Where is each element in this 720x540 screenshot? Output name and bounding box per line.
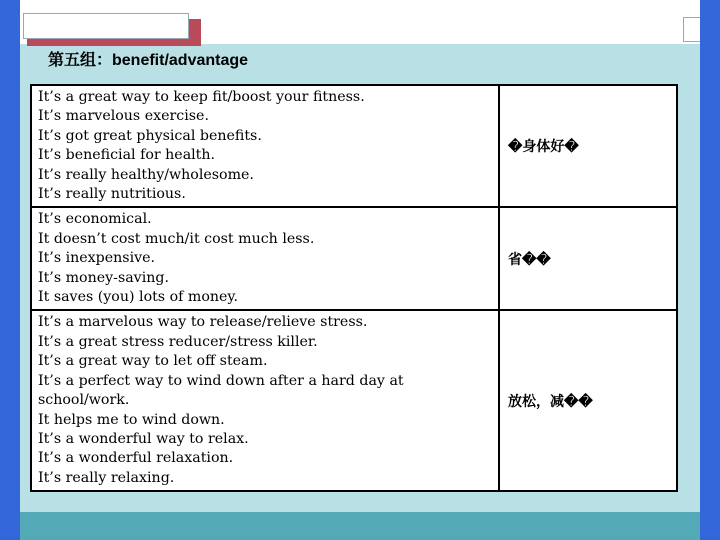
- bottom-band: [20, 512, 700, 540]
- phrase-line: It saves (you) lots of money.: [38, 289, 239, 306]
- phrase-line: school/work.: [38, 392, 130, 409]
- phrase-line: It’s beneficial for health.: [38, 147, 216, 164]
- phrase-line: It’s economical.: [38, 211, 152, 228]
- phrase-line: It’s money-saving.: [38, 269, 169, 286]
- table-row: [31, 85, 677, 207]
- table-row: [31, 310, 677, 491]
- chinese-meaning-cell: �身体好�: [499, 85, 677, 207]
- phrase-line: It doesn’t cost much/it cost much less.: [38, 230, 315, 247]
- phrase-line: It’s really healthy/wholesome.: [38, 166, 254, 183]
- phrase-line: It’s marvelous exercise.: [38, 108, 209, 125]
- right-accent-bar: [700, 0, 720, 540]
- phrase-line: It’s really relaxing.: [38, 469, 175, 486]
- phrase-line: It’s a perfect way to wind down after a hard day at: [38, 372, 404, 389]
- phrase-line: It’s a wonderful relaxation.: [38, 450, 234, 467]
- phrase-line: It’s a great stress reducer/stress killer.: [38, 333, 318, 350]
- phrase-line: It’s a great way to let off steam.: [38, 353, 268, 370]
- phrase-line: It’s a great way to keep fit/boost your fitness.: [38, 89, 365, 105]
- chinese-meaning-cell: 省��: [499, 207, 677, 310]
- left-accent-bar: [0, 0, 20, 540]
- page-heading: 第五组：benefit/advantage: [48, 52, 249, 69]
- phrase-line: It’s inexpensive.: [38, 250, 156, 267]
- chinese-meaning-cell: 放松，减��: [499, 310, 677, 491]
- phrase-line: It’s really nutritious.: [38, 186, 186, 203]
- english-phrases-cell: [31, 85, 499, 207]
- phrase-line: It’s a marvelous way to release/relieve stress.: [38, 314, 368, 331]
- english-phrases-cell: [31, 207, 499, 310]
- title-box: [23, 13, 189, 39]
- phrase-line: It’s a wonderful way to relax.: [38, 430, 249, 447]
- phrase-line: It helps me to wind down.: [38, 411, 225, 428]
- right-accent-box: [683, 17, 700, 42]
- table-row: [31, 207, 677, 310]
- english-phrases-cell: [31, 310, 499, 491]
- phrase-line: It’s got great physical benefits.: [38, 127, 262, 144]
- phrase-table: [30, 84, 678, 492]
